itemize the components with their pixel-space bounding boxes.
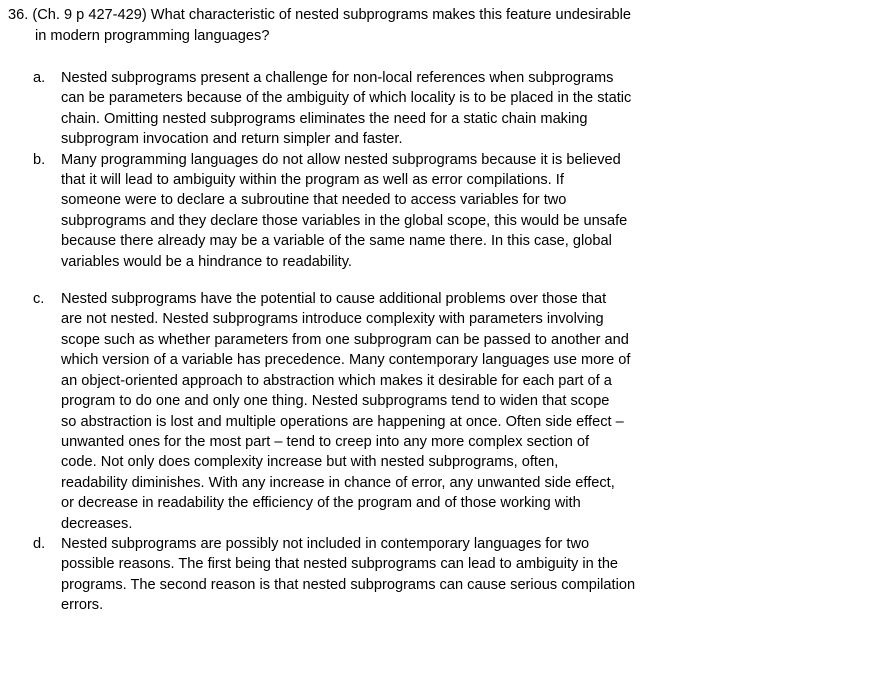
answer-marker: d. [33,535,46,552]
answer-list [33,68,673,616]
answer-line: which version of a variable has precedence. Many contemporary languages use more of [61,352,631,369]
answer-text [61,68,673,150]
answer-b [33,150,673,272]
answer-line: Many programming languages do not allow nested subprograms because it is believed [61,151,621,168]
question-text-line2: in modern programming languages? [35,27,270,44]
answer-line: subprograms and they declare those variables in the global scope, this would be unsafe [61,212,628,229]
answer-marker: b. [33,151,46,168]
answer-line: an object-oriented approach to abstraction which makes it desirable for each part of a [61,372,612,389]
answer-line: readability diminishes. With any increase in chance of error, any unwanted side effect, [61,474,615,491]
answer-line: Nested subprograms present a challenge for non-local references when subprograms [61,70,614,86]
answer-line: chain. Omitting nested subprograms eliminates the need for a static chain making [61,110,588,127]
question-number: 36. [8,7,29,23]
answer-line: someone were to declare a subroutine that needed to access variables for two [61,192,567,209]
answer-text [61,534,673,616]
answer-marker: c. [33,291,45,308]
answer-line: errors. [61,597,104,614]
answer-line: decreases. [61,515,133,532]
answer-line: scope such as whether parameters from one subprogram can be passed to another and [61,331,629,348]
answer-a [33,68,673,150]
answer-line: programs. The second reason is that nested subprograms can cause serious compilation [61,576,636,593]
answer-line: can be parameters because of the ambiguity of which locality is to be placed in the static [61,90,632,107]
answer-c [33,289,673,534]
answer-marker: a. [33,70,46,86]
answer-line: Nested subprograms are possibly not included in contemporary languages for two [61,535,590,552]
answer-text [61,150,673,272]
answer-line: so abstraction is lost and multiple operations are happening at once. Often side effect – [61,413,624,430]
answer-line: unwanted ones for the most part – tend to creep into any more complex section of [61,433,590,450]
paragraph-gap [33,272,673,289]
answer-line: variables would be a hindrance to readability. [61,253,352,270]
answer-line: are not nested. Nested subprograms introduce complexity with parameters involving [61,311,604,328]
answer-line: program to do one and only one thing. Nested subprograms tend to widen that scope [61,393,610,410]
answer-line: possible reasons. The first being that nested subprograms can lead to ambiguity in the [61,556,619,573]
question-text-line1: (Ch. 9 p 427-429) What characteristic of nested subprograms makes this feature undesirable [32,7,632,23]
answer-d [33,534,673,616]
answer-line: because there already may be a variable of the same name there. In this case, global [61,233,612,250]
answer-line: code. Not only does complexity increase but with nested subprograms, often, [61,454,559,471]
answer-text [61,289,673,534]
answer-line: or decrease in readability the efficiency of the program and of those working with [61,495,581,512]
answer-line: that it will lead to ambiguity within the program as well as error compilations. If [61,172,564,189]
answer-line: Nested subprograms have the potential to cause additional problems over those that [61,291,607,308]
question-heading [8,5,868,46]
answer-line: subprogram invocation and return simpler and faster. [61,131,403,148]
